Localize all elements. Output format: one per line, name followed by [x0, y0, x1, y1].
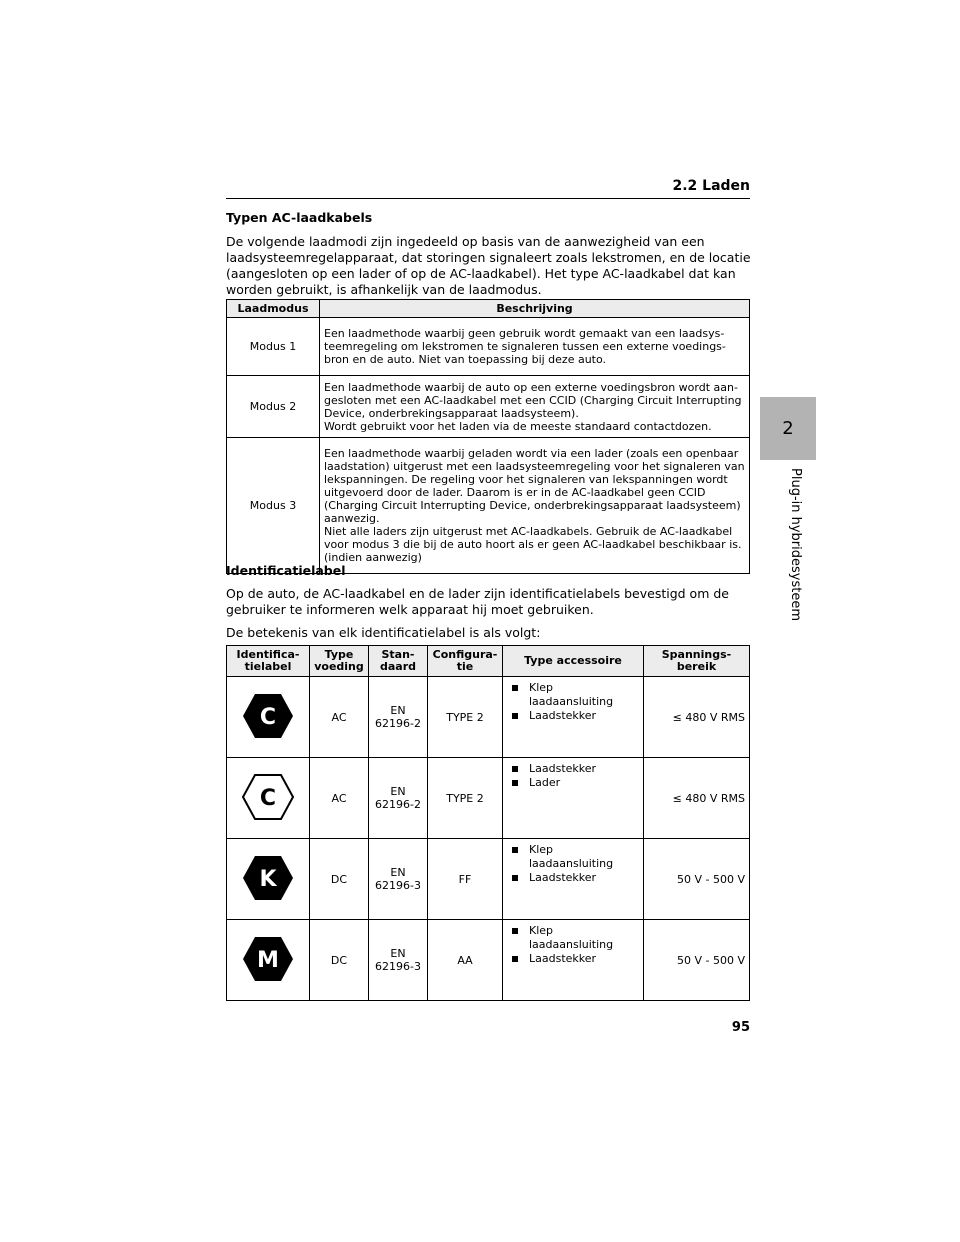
list-item: Laadstekker — [507, 871, 639, 885]
mode-cell: Modus 1 — [227, 318, 320, 376]
column-header-range: Spannings-bereik — [644, 646, 750, 677]
list-item: Klep laadaansluiting — [507, 681, 639, 709]
accessory-cell — [503, 677, 644, 758]
range-cell: 50 V - 500 V — [644, 920, 750, 1001]
accessory-list — [507, 924, 639, 966]
table-row — [227, 677, 750, 758]
identification-labels-table — [226, 645, 750, 1001]
accessory-cell — [503, 758, 644, 839]
mode-cell: Modus 3 — [227, 438, 320, 574]
mode-cell: Modus 2 — [227, 376, 320, 438]
section-intro-cable-types: De volgende laadmodi zijn ingedeeld op basis van de aanwezigheid van een laadsysteemregelapparaat, dat storingen signaleert zoals lekstromen, en de locatie (aangesloten op een lader of op de AC-laadkabel). Het type AC-laadkabel dat kan worden gebruikt, is afhankelijk van de laadmodus. — [226, 234, 751, 297]
section-lead-identification: De betekenis van elk identificatielabel is als volgt: — [226, 625, 541, 640]
standard-cell: EN 62196-2 — [369, 677, 428, 758]
chapter-title: Plug-in hybridesysteem — [788, 468, 803, 622]
list-item: Klep laadaansluiting — [507, 843, 639, 871]
table-row — [227, 920, 750, 1001]
list-item: Laadstekker — [507, 762, 639, 776]
accessory-list — [507, 681, 639, 723]
section-heading-identification: Identificatielabel — [226, 563, 346, 578]
chapter-tab — [760, 397, 816, 460]
description-text: Een laadmethode waarbij de auto op een externe voedingsbron wordt aan-gesloten met een AC-laadkabel met een CCID (Charging Circuit Interrupting Device, onderbrekingsapparaat laadsysteem). — [324, 380, 742, 420]
list-item: Lader — [507, 776, 639, 790]
description-text: Een laadmethode waarbij geladen wordt via een lader (zoals een openbaar laadstation) uitgerust met een laadsysteemregeling voor het signaleren van lekspanningen. De regeling voor het signaleren van lekspanningen wordt uitgevoerd door de lader. Daarom is er in de AC-laadkabel geen CCID (Charging Circuit Interrupting Device, onderbrekingsapparaat laadsysteem) aanwezig. — [324, 447, 745, 525]
range-cell: ≤ 480 V RMS — [644, 677, 750, 758]
label-letter: C — [259, 704, 277, 730]
standard-cell: EN 62196-3 — [369, 839, 428, 920]
charging-modes-table — [226, 299, 750, 574]
config-cell: FF — [428, 839, 503, 920]
description-cell — [320, 438, 750, 574]
accessory-cell — [503, 920, 644, 1001]
table-header-row — [227, 646, 750, 677]
description-note: Wordt gebruikt voor het laden via de meeste standaard contactdozen. — [324, 419, 712, 433]
list-item: Laadstekker — [507, 709, 639, 723]
table-row — [227, 318, 750, 376]
description-cell — [320, 318, 750, 376]
supply-cell: AC — [310, 677, 369, 758]
hexagon-label-k-filled-icon — [241, 854, 295, 902]
range-cell: ≤ 480 V RMS — [644, 758, 750, 839]
config-cell: TYPE 2 — [428, 677, 503, 758]
column-header-mode: Laadmodus — [227, 300, 320, 318]
page-number: 95 — [731, 1020, 750, 1035]
table-row — [227, 839, 750, 920]
column-header-description: Beschrijving — [320, 300, 750, 318]
supply-cell: DC — [310, 920, 369, 1001]
accessory-list — [507, 762, 639, 790]
hexagon-label-c-outline-icon — [241, 773, 295, 821]
label-cell — [227, 839, 310, 920]
description-cell — [320, 376, 750, 438]
supply-cell: DC — [310, 839, 369, 920]
table-row — [227, 376, 750, 438]
description-note: Niet alle laders zijn uitgerust met AC-laadkabels. Gebruik de AC-laadkabel voor modus 3 die bij de auto hoort als er geen AC-laadkabel beschikbaar is. (indien aanwezig) — [324, 525, 742, 564]
table-header-row — [227, 300, 750, 318]
column-header-config: Configura-tie — [428, 646, 503, 677]
label-cell — [227, 758, 310, 839]
section-heading-cable-types: Typen AC-laadkabels — [226, 210, 373, 225]
column-header-supply: Type voeding — [310, 646, 369, 677]
chapter-number: 2 — [782, 418, 794, 439]
hexagon-label-c-filled-icon — [241, 692, 295, 740]
table-row — [227, 438, 750, 574]
config-cell: TYPE 2 — [428, 758, 503, 839]
label-cell — [227, 920, 310, 1001]
range-cell: 50 V - 500 V — [644, 839, 750, 920]
header-divider — [226, 198, 750, 199]
column-header-accessory: Type accessoire — [503, 646, 644, 677]
hexagon-label-m-filled-icon — [241, 935, 295, 983]
section-intro-identification: Op de auto, de AC-laadkabel en de lader zijn identificatielabels bevestigd om de gebruiker te informeren welk apparaat hij moet gebruiken. — [226, 586, 729, 617]
config-cell: AA — [428, 920, 503, 1001]
table-row — [227, 758, 750, 839]
column-header-label: Identifica-tielabel — [227, 646, 310, 677]
column-header-standard: Stan-daard — [369, 646, 428, 677]
accessory-cell — [503, 839, 644, 920]
supply-cell: AC — [310, 758, 369, 839]
label-letter: K — [259, 866, 277, 892]
page-header-title: 2.2 Laden — [672, 178, 750, 194]
label-letter: M — [257, 947, 279, 973]
label-letter: C — [259, 785, 277, 811]
list-item: Laadstekker — [507, 952, 639, 966]
accessory-list — [507, 843, 639, 885]
standard-cell: EN 62196-2 — [369, 758, 428, 839]
description-text: Een laadmethode waarbij geen gebruik wordt gemaakt van een laadsys-teemregeling om lekstromen te signaleren tussen een externe voedings-bron en de auto. Niet van toepassing bij deze auto. — [324, 327, 726, 366]
list-item: Klep laadaansluiting — [507, 924, 639, 952]
label-cell — [227, 677, 310, 758]
standard-cell: EN 62196-3 — [369, 920, 428, 1001]
